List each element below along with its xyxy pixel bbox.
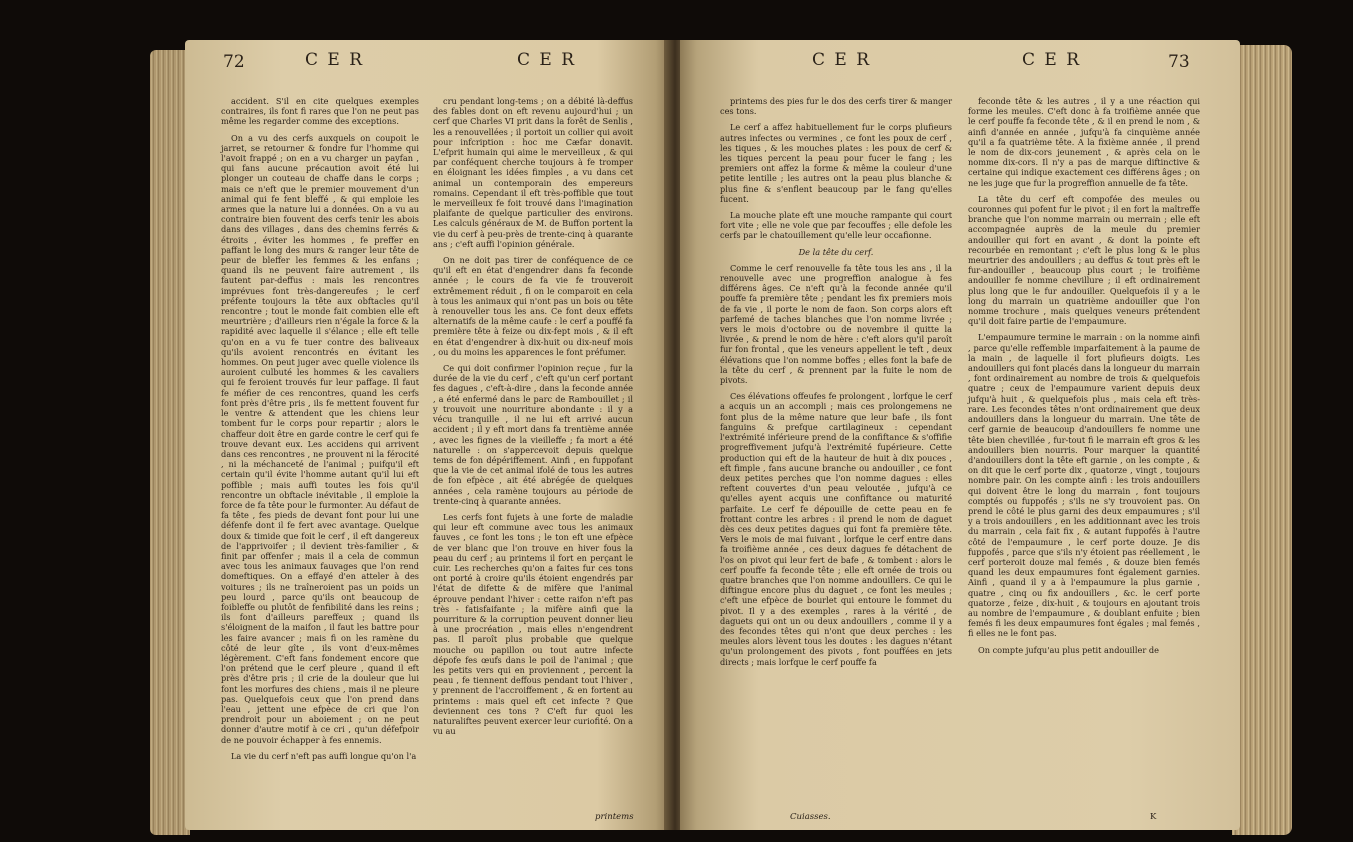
- paragraph: On a vu des cerfs auxquels on coupoit le jarret, se retourner & fondre fur l'homme qui l'avoit frappé ; on en a vu charger un payfan , qui fans aucune précaution avoit été lui plonger un couteau de chaffe dans le corps ; mais ce n'eft que le premier mouvement d'un animal qui fe fent bleffé , & qui emploie les armes que la nature lui a données. On a vu au contraire bien fouvent des cerfs tenir les abois dans des villages , dans des chemins ferrés & étroits , éviter les hommes , fe preffer en paffant le long des murs & ranger leur tête de peur de bleffer les femmes & les enfans ; quand ils ne peuvent faire autrement , ils fautent par-deffus : mais les rencontres imprévues font très-dangereufes ; le cerf préfente toujours la tête aux obftacles qu'il rencontre ; tout le monde fait combien elle eft meurtrière ; d'ailleurs rien n'égale la force & la rapidité avec laquelle il s'élance ; elle eft telle qu'on en a vu fe tuer contre des baliveaux qu'ils avoient rencontrés en évitant les hommes. On peut juger avec quelle violence ils auroient culbuté les hommes & les cavaliers qui fe feroient trouvés fur leur paffage. Il faut fe méfier de ces rencontres, quand les cerfs font près d'être pris , ils fe mettent fouvent fur le ventre & attendent que les chiens leur tombent fur le corps pour repartir ; alors le chaffeur doit être en garde contre le cerf qui fe trouve devant eux. Les accidens qui arrivent dans ces rencontres , ne prouvent ni la férocité , ni la méchanceté de l'animal ; puifqu'il eft certain qu'il évite l'homme autant qu'il lui eft poffible ; mais auffi toutes les fois qu'il rencontre un obftacle inévitable , il emploie la force de fa tête pour le furmonter. Au défaut de fa tête , fes pieds de devant font pour lui une défenfe dont il fe fert avec avantage. Quelque doux & timide que foit le cerf , il eft dangereux de l'apprivoifer ; il devient très-familier , & finit par offenfer ; mais il a cela de commun avec tous les animaux fauvages que l'on rend domeftiques. On a effayé d'en atteler à des voitures ; ils ne traîneroient pas un poids un peu lourd , parce qu'ils ont beaucoup de foibleffe ou plutôt de fenfibilité dans les reins ; ils font d'ailleurs pareffeux ; quand ils s'éloignent de la maifon , il faut les battre pour les faire avancer ; mais fi on les ramène du côté de leur gîte , ils vont d'eux-mêmes légèrement. C'eft fans fondement encore que l'on prétend que le cerf pleure , quand il eft près d'être pris ; il crie de la douleur que lui font les morfures des chiens , mais il ne pleure pas. Quelquefois ceux que l'on prend dans l'eau , jettent une efpèce de cri que l'on prendroit pour un aboiement ; on ne peut donner d'autre motif à ce cri , qu'un défefpoir de ne pouvoir échapper à fes ennemis.: [221, 132, 419, 745]
- paragraph: L'empaumure termine le marrain : on la nomme ainfi , parce qu'elle reffemble imparfaitement à la paume de la main , de laquelle il fort plufieurs doigts. Les andouillers qui font placés dans la longueur du marrain , font ordinairement au nombre de trois & quelquefois quatre ; ceux de l'empaumure varient depuis deux jufqu'à huit , & quelquefois plus , mais cela eft très-rare. Les fecondes têtes n'ont ordinairement que deux andouillers dans la longueur du marrain. Une tête de cerf garnie de beaucoup d'andouillers fe nomme une tête bien chevillée , fur-tout fi le marrain eft gros & les andouillers bien nourris. Pour marquer la quantité d'andouillers dont la tête eft garnie , on les compte , & on dit que le cerf porte dix , quatorze , vingt , toujours nombre pair. On les compte ainfi : les trois andouillers qui doivent être le long du marrain , font toujours comptés ou fuppofés ; s'ils ne s'y trouvoient pas. On prend le côté le plus garni des deux empaumures ; s'il y a trois andouillers , en les additionnant avec les trois du marrain , cela fait fix , & autant fuppofés à l'autre côté de l'empaumure , le cerf porte douze. Je dis fuppofés , parce que s'ils n'y étoient pas réellement , le cerf porteroit douze mal femés , & douze bien femés quand les deux empaumures font également garnies. Ainfi , quand il y a à l'empaumure la plus garnie , quatre , cinq ou fix andouillers , &c. le cerf porte quatorze , feize , dix-huit , & toujours en ajoutant trois au nombre de l'empaumure , & doublant enfuite ; bien femés fi les deux empaumures font égales ; mal femés , fi elles ne le font pas.: [968, 332, 1200, 639]
- paragraph: On ne doit pas tirer de conféquence de ce qu'il eft en état d'engendrer dans fa feconde année ; le cours de fa vie fe trouveroit extrêmement réduit , fi on le comparoit en cela à tous les animaux qui n'ont pas un bois ou tête à renouveller tous les ans. Ce font deux effets alternatifs de la même caufe : le cerf a pouffé fa première tête à feize ou dix-fept mois , & il eft en état d'engendrer à dix-huit ou dix-neuf mois , ou du moins les apparences le font préfumer.: [433, 255, 633, 357]
- right-header-1: C E R: [812, 50, 872, 70]
- section-title: De la tête du cerf.: [798, 246, 874, 257]
- left-header-2: C E R: [517, 50, 577, 70]
- left-page-number: 72: [223, 52, 245, 72]
- book-edge-right: [1232, 45, 1292, 835]
- paragraph: La vie du cerf n'eft pas auffi longue qu'on l'a: [231, 750, 417, 761]
- left-column-2: [433, 96, 633, 742]
- paragraph: On compte jufqu'au plus petit andouiller de: [978, 644, 1159, 655]
- paragraph: Comme le cerf renouvelle fa tête tous les ans , il la renouvelle avec une progreffion analogue à fes différens âges. Ce n'eft qu'à la feconde année qu'il pouffe fa première tête ; pendant les fix premiers mois de fa vie , il porte le nom de faon. Son corps alors eft parfemé de taches blanches que l'on nomme livrée ; vers le mois d'octobre ou de novembre il quitte la livrée , & prend le nom de hère : c'eft alors qu'il paroît fur fon frontal , que les veneurs appellent le teft , deux élévations que l'on nomme boffes ; elles font la bafe de la tête du cerf , & prennent par la fuite le nom de pivots.: [720, 262, 952, 386]
- paragraph: La tête du cerf eft compofée des meules ou couronnes qui pofent fur le pivot ; il en fort la maîtreffe branche que l'on nomme marrain ou merrain ; elle eft accompagnée auprès de la meule du premier andouiller qui fort en avant , & dont la pointe eft recourbée en remontant ; c'eft le plus long & le plus meurtrier des andouillers ; au deffus & tout près eft le fur-andouiller , beaucoup plus court ; le troifième andouiller fe nomme chevillure ; il eft ordinairement plus long que le fur andouiller. Quelquefois il y a le long du marrain un quatrième andouiller que l'on nomme trochure , mais quelques veneurs prétendent qu'il doit faire partie de l'empaumure.: [968, 193, 1200, 327]
- paragraph: La mouche plate eft une mouche rampante qui court fort vite ; elle ne vole que par fecouffes ; elle defole les cerfs par le chatouillement qu'elle leur occafionne.: [720, 210, 952, 241]
- right-header-2: C E R: [1022, 50, 1082, 70]
- paragraph: Le cerf a affez habituellement fur le corps plufieurs autres infectes ou vermines , ce font les poux de cerf , les tiques , & les mouches plates : les poux de cerf & les tiques percent la peau pour fucer le fang ; les premiers ont affez la forme & même la couleur d'une petite lentille ; les autres ont la peau plus blanche & plus fine & s'enflent beaucoup par le fang qu'elles fucent.: [720, 122, 952, 204]
- paragraph: Les cerfs font fujets à une forte de maladie qui leur eft commune avec tous les animaux fauves , ce font les tons ; le ton eft une efpèce de ver blanc que l'on trouve en hiver fous la peau du cerf ; au printems il fort en perçant le cuir. Les recherches qu'on a faites fur ces tons ont porté à croire qu'ils étoient engendrés par l'état de difette & de mifère que l'animal éprouve pendant l'hiver : cette raifon n'eft pas très - fatisfaifante ; la mifère ainfi que la pourriture & la corruption peuvent donner lieu à une procréation , mais elles n'engendrent pas. Il paroît plus probable que quelque mouche ou papillon ou tout autre infecte dépofe fes œufs dans le poil de l'animal ; que les petits vers qui en proviennent , percent la peau , fe tiennent deffous pendant tout l'hiver , y prennent de l'accroiffement , & en fortent au printems : mais quel eft cet infecte ? Que deviennent ces tons ? C'eft fur quoi les naturaliftes peuvent exercer leur curiofité. On a vu au: [433, 511, 633, 737]
- right-catchword: Cuiasses.: [790, 812, 831, 822]
- paragraph: feconde tête & les autres , il y a une réaction qui forme les meules. C'eft donc à fa troifième année que le cerf pouffe fa feconde tête , & il en prend le nom , & ainfi d'année en année , jufqu'à fa cinquième année qu'il a fa quatrième tête. A la fixième année , il prend le nom de dix-cors jeunement , & après cela on le nomme dix-cors. Il n'y a pas de marque diftinctive & certaine qui indique exactement ces différens âges ; on ne les juge que fur la progreffion annuelle de fa tête.: [968, 96, 1200, 188]
- paragraph: cru pendant long-tems ; on a débité là-deffus des fables dont on eft revenu aujourd'hui ; un cerf que Charles VI prit dans la forêt de Senlis , les a renouvellées ; il portoit un collier qui avoit pour infcription : hoc me Cæfar donavit. L'efprit humain qui aime le merveilleux , & qui par conféquent cherche toujours à fe tromper en éloignant les idées fimples , a vu dans cet animal un contemporain des empereurs romains. Cependant il eft très-poffible que tout le merveilleux fe foit trouvé dans l'imagination plaifante de quelque particulier des environs. Les calculs généraux de M. de Buffon portent la vie du cerf à peu-près de trente-cinq à quarante ans ; c'eft auffi l'opinion générale.: [433, 96, 633, 249]
- left-page: [185, 40, 670, 830]
- book-edge-left: [150, 50, 190, 835]
- right-page-number: 73: [1168, 52, 1190, 72]
- paragraph: accident. S'il en cite quelques exemples contraires, ils font fi rares que l'on ne peut pas même les regarder comme des exceptions.: [221, 96, 419, 127]
- left-column-1: [221, 96, 419, 767]
- right-column-2: [968, 96, 1200, 661]
- paragraph: printems des pies fur le dos des cerfs tirer & manger ces tons.: [720, 96, 952, 117]
- left-catchword: printems: [595, 812, 634, 822]
- right-signature: K: [1150, 812, 1157, 822]
- right-page: [680, 40, 1240, 830]
- right-column-1: [720, 96, 952, 673]
- paragraph: Ces élévations offeufes fe prolongent , lorfque le cerf a acquis un an accompli ; mais ces prolongemens ne font plus de la même nature que leur bafe , ils font fanguins & prefque cartilagineux : cependant l'extrémité inférieure prend de la confiftance & s'offifie progreffivement jufqu'à l'extrémité fupérieure. Cette production qui eft de la hauteur de huit à dix pouces , eft fimple , fans aucune branche ou andouiller , ce font deux petites perches que l'on nomme dagues : elles reftent couvertes d'un peau veloutée , jufqu'à ce qu'elles ayent acquis une confiftance ou maturité parfaite. Le cerf fe dépouille de cette peau en fe frottant contre les arbres : il prend le nom de daguet dès ces deux petites dagues qui font fa première tête. Vers le mois de mai fuivant , lorfque le cerf entre dans fa troifième année , ces deux dagues fe détachent de l'os on pivot qui leur fert de bafe , & tombent : alors le cerf pouffe fa feconde tête ; elle eft ornée de trois ou quatre branches que l'on nomme andouillers. Ce qui le diftingue encore plus du daguet , ce font les meules ; c'eft une efpèce de bourlet qui entoure le fommet du pivot. Il y a des exemples , rares à la vérité , de daguets qui ont un ou deux andouillers , comme il y a des fecondes têtes qui n'ont que deux perches : les meules alors lèvent tous les doutes : les dagues n'étant qu'un prolongement des pivots , font pouffées en jets directs ; mais lorfque le cerf pouffe fa: [720, 391, 952, 667]
- left-header-1: C E R: [305, 50, 365, 70]
- paragraph: Ce qui doit confirmer l'opinion reçue , fur la durée de la vie du cerf , c'eft qu'un cerf portant fes dagues , c'eft-à-dire , dans la feconde année , a été enfermé dans le parc de Rambouillet ; il y trouvoit une nourriture abondante : il y a vécu tranquille , il ne lui eft arrivé aucun accident ; il y eft mort dans fa trentième année , avec les fignes de la vieilleffe ; fa mort a été naturelle : on s'appercevoit depuis quelque tems de fon dépériffement. Ainfi , en fuppofant que la vie de cet animal ifolé de tous les autres de fon efpèce , ait été abrégée de quelques années , cela ramène toujours au période de trente-cinq à quarante années.: [433, 363, 633, 506]
